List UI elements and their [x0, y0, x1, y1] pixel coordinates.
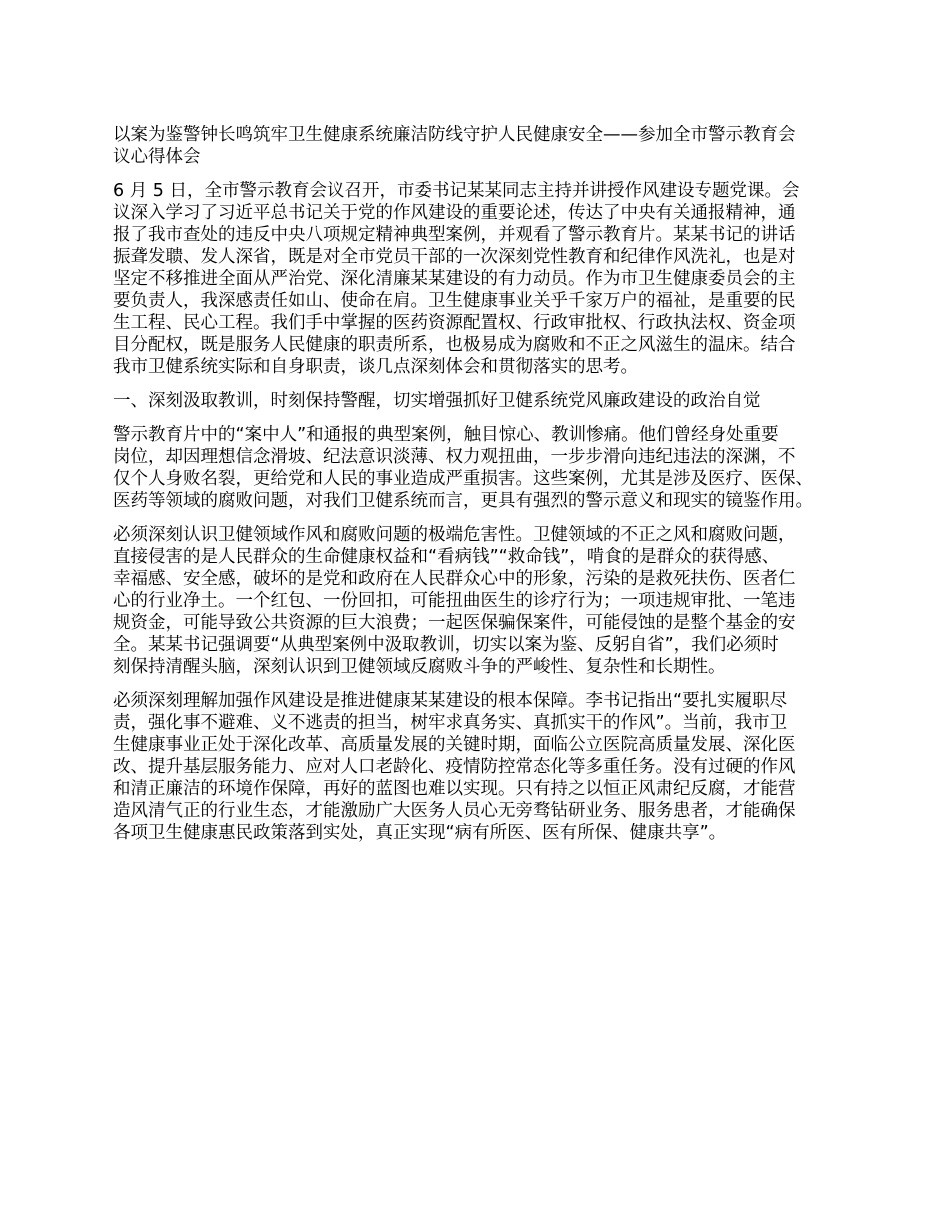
text-line: 坚定不移推进全面从严治党、深化清廉某某建设的有力动员。作为市卫生健康委员会的主 [113, 269, 796, 289]
spacer [113, 378, 845, 390]
text-line: 报了我市查处的违反中央八项规定精神典型案例，并观看了警示教育片。某某书记的讲话 [113, 225, 796, 245]
text-line: 规资金，可能导致公共资源的巨大浪费；一起医保骗保案件，可能侵蚀的是整个基金的安 [113, 613, 796, 633]
spacer [113, 412, 845, 424]
text-line: 岗位，却因理想信念滑坡、纪法意识淡薄、权力观扭曲，一步步滑向违纪违法的深渊，不 [113, 447, 796, 467]
text-line: 各项卫生健康惠民政策落到实处，真正实现“病有所医、医有所保、健康共享”。 [113, 823, 727, 843]
section-heading-1 [113, 390, 845, 412]
text-line: 议深入学习了习近平总书记关于党的作风建设的重要论述，传达了中央有关通报精神，通 [113, 203, 796, 223]
title-line: 以案为鉴警钟长鸣筑牢卫生健康系统廉洁防线守护人民健康安全——参加全市警示教育会 [113, 125, 796, 145]
text-line: 心的行业净土。一个红包、一份回扣，可能扭曲医生的诊疗行为；一项违规审批、一笔违 [113, 591, 796, 611]
text-line: 我市卫健系统实际和自身职责，谈几点深刻体会和贯彻落实的思考。 [113, 357, 638, 377]
spacer [113, 512, 845, 524]
text-line: 幸福感、安全感，破坏的是党和政府在人民群众心中的形象，污染的是救死扶伤、医者仁 [113, 569, 796, 589]
text-line: 警示教育片中的“案中人”和通报的典型案例，触目惊心、教训惨痛。他们曾经身处重要 [113, 425, 779, 445]
text-line: 责，强化事不避难、义不逃责的担当，树牢求真务实、真抓实干的作风”。当前，我市卫 [113, 713, 788, 733]
paragraph-warning-cases [113, 424, 845, 512]
text-line: 目分配权，既是服务人民健康的职责所系，也极易成为腐败和不正之风滋生的温床。结合 [113, 335, 796, 355]
paragraph-harm [113, 524, 845, 678]
text-line: 振聋发聩、发人深省，既是对全市党员干部的一次深刻党性教育和纪律作风洗礼，也是对 [113, 247, 796, 267]
text-line: 刻保持清醒头脑，深刻认识到卫健领域反腐败斗争的严峻性、复杂性和长期性。 [113, 657, 726, 677]
paragraph-style-building [113, 690, 845, 844]
text-line: 医药等领域的腐败问题，对我们卫健系统而言，更具有强烈的警示意义和现实的镜鉴作用。 [113, 491, 813, 511]
text-line: 必须深刻认识卫健领域作风和腐败问题的极端危害性。卫健领域的不正之风和腐败问题， [113, 525, 796, 545]
text-line: 必须深刻理解加强作风建设是推进健康某某建设的根本保障。李书记指出“要扎实履职尽 [113, 691, 788, 711]
text-line: 生健康事业正处于深化改革、高质量发展的关键时期，面临公立医院高质量发展、深化医 [113, 735, 796, 755]
title-line: 议心得体会 [113, 147, 201, 167]
text-line: 直接侵害的是人民群众的生命健康权益和“看病钱”“救命钱”，啃食的是群众的获得感、 [113, 547, 780, 567]
text-line: 造风清气正的行业生态，才能激励广大医务人员心无旁骛钻研业务、服务患者，才能确保 [113, 801, 796, 821]
text-line: 改、提升基层服务能力、应对人口老龄化、疫情防控常态化等多重任务。没有过硬的作风 [113, 757, 796, 777]
text-line: 全。某某书记强调要“从典型案例中汲取教训，切实以案为鉴、反躬自省”，我们必须时 [113, 635, 779, 655]
text-line: 要负责人，我深感责任如山、使命在肩。卫生健康事业关乎千家万户的福祉，是重要的民 [113, 291, 796, 311]
spacer [113, 168, 845, 180]
document-title [113, 124, 845, 168]
text-line: 生工程、民心工程。我们手中掌握的医药资源配置权、行政审批权、行政执法权、资金项 [113, 313, 796, 333]
document-page [113, 124, 845, 844]
text-line: 6 月 5 日，全市警示教育会议召开，市委书记某某同志主持并讲授作风建设专题党课。会 [113, 181, 800, 201]
text-line: 和清正廉洁的环境作保障，再好的蓝图也难以实现。只有持之以恒正风肃纪反腐，才能营 [113, 779, 796, 799]
text-line: 仅个人身败名裂，更给党和人民的事业造成严重损害。这些案例，尤其是涉及医疗、医保、 [113, 469, 813, 489]
paragraph-intro [113, 180, 845, 378]
spacer [113, 678, 845, 690]
heading-line: 一、深刻汲取教训，时刻保持警醒，切实增强抓好卫健系统党风廉政建设的政治自觉 [113, 391, 761, 411]
